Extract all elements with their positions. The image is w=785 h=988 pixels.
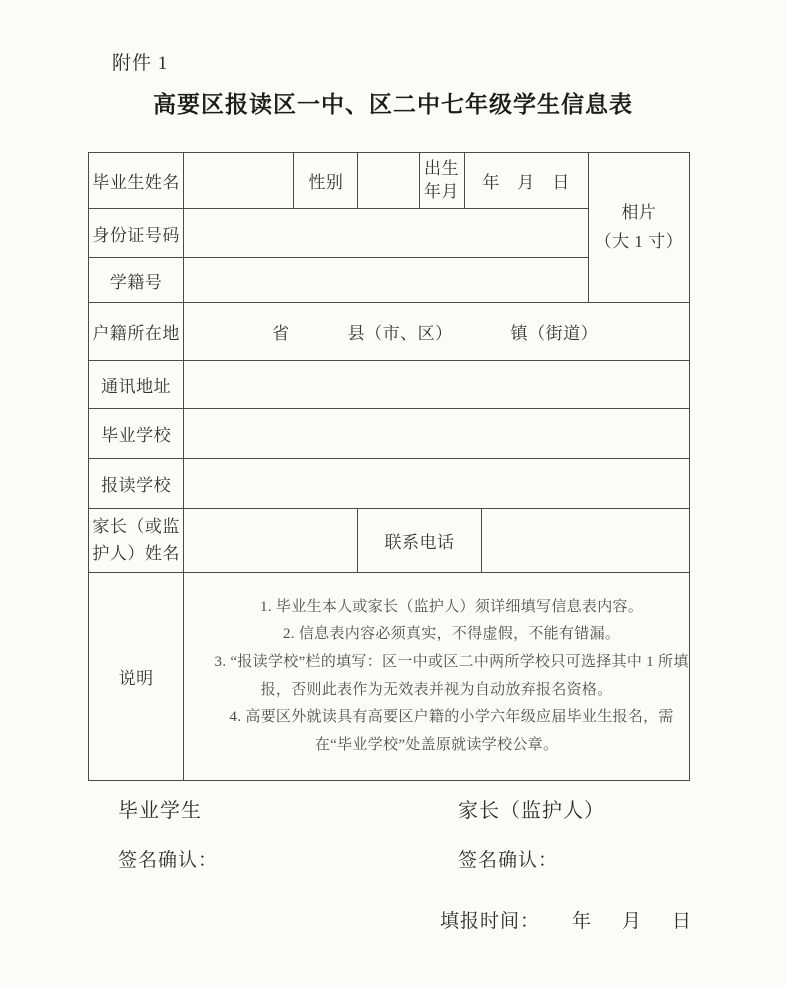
grad-school-value-cell [184,409,690,459]
fill-date-line [440,906,697,933]
notes-label-cell: 说明 [89,573,184,781]
residence-hints [184,319,689,344]
birth-label-cell [419,153,464,209]
gender-value-cell [358,153,419,209]
row-address [89,361,690,409]
grad-school-label-cell: 毕业学校 [89,409,184,459]
apply-school-label-cell: 报读学校 [89,459,184,509]
address-value-cell [184,361,690,409]
form-title: 高要区报读区一中、区二中七年级学生信息表 [153,92,633,117]
parent-sign-confirm-label: 签名确认： [458,850,559,871]
student-signature-heading: 毕业学生 [118,800,202,822]
residence-label-cell: 户籍所在地 [89,303,184,361]
photo-box-cell [588,153,689,303]
fill-date-value: 年 月 日 [572,911,698,932]
id-value-cell [184,209,589,258]
row-grad-school [89,409,690,459]
photo-label-line2: （大 1 寸） [594,231,684,251]
notes-content-cell [184,573,690,781]
note-item-4: 4. 高要区外就读具有高要区户籍的小学六年级应届毕业生报名，需在“毕业学校”处盖原就读学校公章。 [229,709,674,753]
phone-value-cell [481,509,689,573]
row-name-gender-birth [89,153,690,209]
row-residence [89,303,690,361]
attachment-label: 附件 1 [112,53,169,74]
name-value-cell [184,153,294,209]
parent-label-cell: 家长（或监护人）姓名 [89,509,184,573]
id-label-cell: 身份证号码 [89,209,184,258]
parent-name-value-cell [184,509,358,573]
student-no-label-cell: 学籍号 [89,258,184,303]
apply-school-value-cell [184,459,690,509]
fill-date-label: 填报时间： [440,911,541,932]
note-item-3: 3. “报读学校”栏的填写：区一中或区二中两所学校只可选择其中 1 所填报，否则此表作为无效表并视为自动放弃报名资格。 [214,653,689,698]
address-label-cell: 通讯地址 [89,361,184,409]
birth-label-line2: 年月 [424,181,460,201]
gender-label-cell: 性别 [294,153,358,209]
student-info-table [88,152,690,781]
name-label-cell: 毕业生姓名 [89,153,184,209]
birth-label-line1: 出生 [424,159,460,179]
student-sign-confirm-label: 签名确认： [118,850,219,871]
birth-value-cell: 年 月 日 [464,153,588,209]
row-parent-phone [89,509,690,573]
row-notes [89,573,690,781]
phone-label-cell: 联系电话 [358,509,481,573]
photo-label-line1: 相片 [621,202,657,222]
residence-county-hint: 县（市、区） [347,324,453,343]
residence-province-hint: 省 [272,324,290,343]
parent-signature-heading: 家长（监护人） [458,800,605,822]
note-item-2: 2. 信息表内容必须真实，不得虚假，不能有错漏。 [282,626,621,643]
row-apply-school [89,459,690,509]
student-no-value-cell [184,258,589,303]
residence-town-hint: 镇（街道） [510,324,599,343]
residence-value-cell [184,303,690,361]
note-item-1: 1. 毕业生本人或家长（监护人）须详细填写信息表内容。 [260,598,644,615]
